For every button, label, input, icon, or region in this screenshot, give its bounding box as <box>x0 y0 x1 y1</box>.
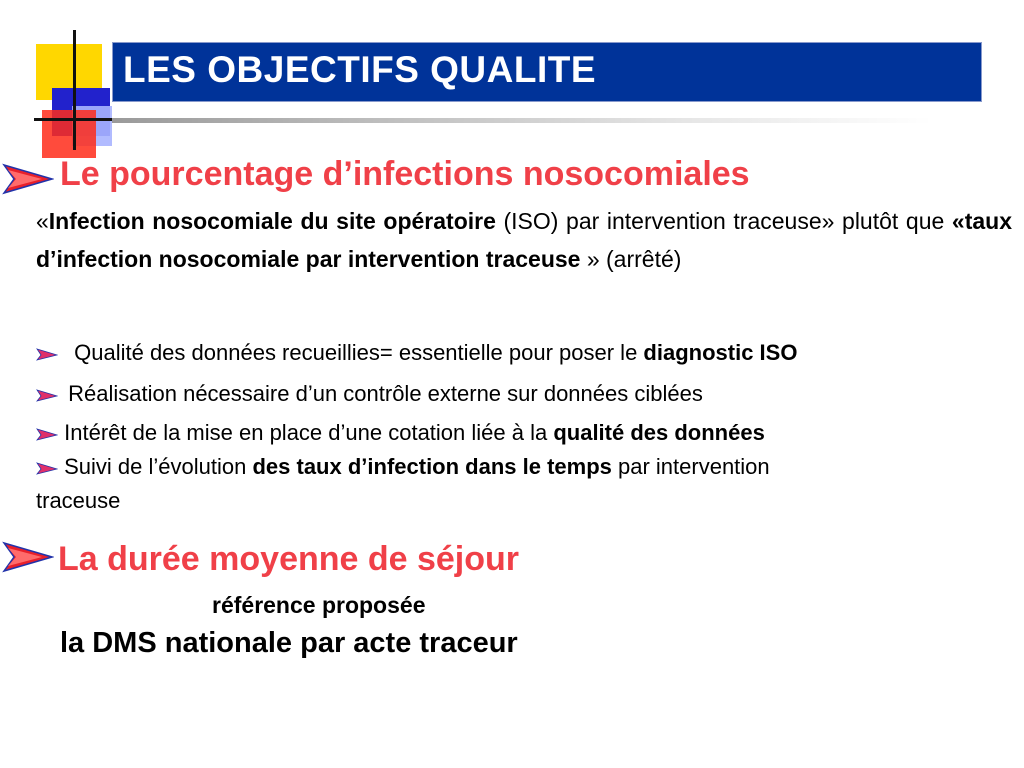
bullet-4-after: par intervention <box>611 454 770 479</box>
bullet-item-4 <box>36 454 770 480</box>
bullet-1-text: Qualité des données recueillies= essentielle pour poser le <box>74 340 644 365</box>
bullet-4-text: Suivi de l’évolution <box>64 454 253 479</box>
bullet-3-bold: qualité des données <box>553 420 765 445</box>
open-quote: « <box>36 208 49 234</box>
logo-horizontal-line <box>34 118 124 121</box>
title-bar <box>112 42 982 102</box>
para-text-2: » (arrêté) <box>580 246 682 272</box>
bullet-item-3 <box>36 420 765 446</box>
title-underline <box>112 118 932 123</box>
bullet-4-bold: des taux d’infection dans le temps <box>252 454 612 479</box>
bullet-4-continuation: traceuse <box>36 488 121 513</box>
pink-arrow-icon <box>36 427 58 441</box>
pink-arrow-icon <box>36 388 58 402</box>
section2-subheading: référence proposée <box>212 592 426 618</box>
section1-heading: Le pourcentage d’infections nosocomiales <box>60 155 750 193</box>
para-text-1: (ISO) par intervention traceuse» plutôt que <box>495 208 952 234</box>
bullet-item-2 <box>36 381 703 407</box>
para-bold-1: Infection nosocomiale du site opératoire <box>48 208 496 234</box>
para-bold-2: «taux d’infection nosocomiale par intervention traceuse <box>36 208 1012 272</box>
slide-title: LES OBJECTIFS QUALITE <box>123 49 597 90</box>
bullet-item-1 <box>36 340 797 366</box>
pink-arrow-icon <box>36 347 58 361</box>
section1-paragraph <box>36 202 1012 278</box>
arrow-bullet-icon <box>2 162 54 196</box>
pink-arrow-icon <box>36 461 58 475</box>
bullet-1-bold: diagnostic ISO <box>643 340 798 365</box>
section2-dms-line: la DMS nationale par acte traceur <box>60 627 518 659</box>
bullet-3-text: Intérêt de la mise en place d’une cotation liée à la <box>64 420 554 445</box>
section2-heading: La durée moyenne de séjour <box>58 540 520 578</box>
arrow-bullet-icon <box>2 540 54 574</box>
bullet-2-text: Réalisation nécessaire d’un contrôle externe sur données ciblées <box>68 381 703 406</box>
logo-vertical-line <box>73 30 76 150</box>
